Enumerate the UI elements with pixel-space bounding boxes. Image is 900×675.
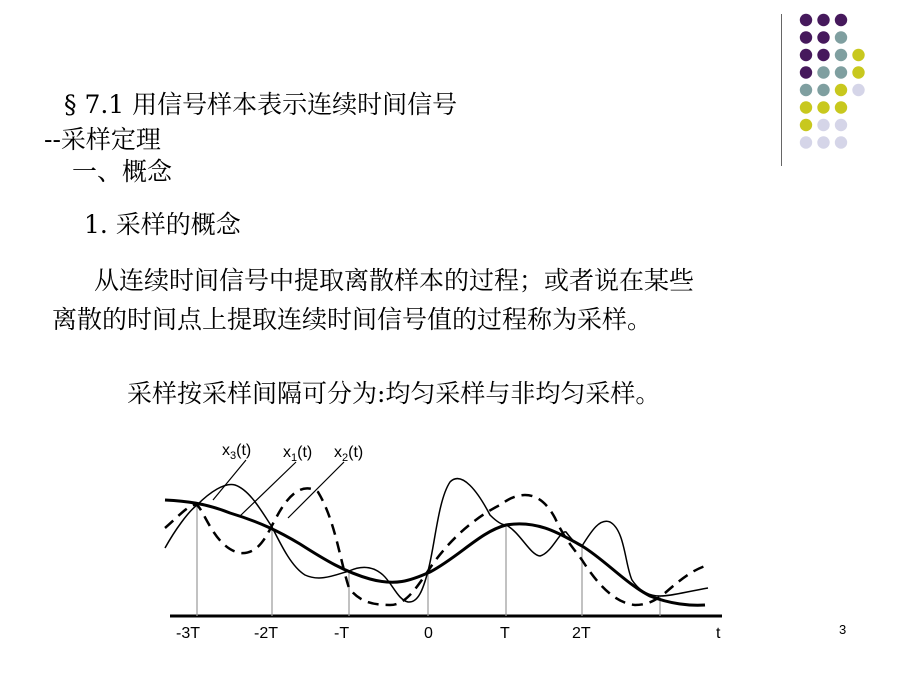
pointer-x2 — [288, 462, 344, 518]
axis-variable-label: t — [716, 625, 721, 642]
pointer-x1 — [240, 462, 296, 516]
sampling-classification-text: 采样按采样间隔可分为:均匀采样与非均匀采样。 — [127, 379, 661, 408]
slide-title: § 7.1 用信号样本表示连续时间信号 — [64, 90, 458, 119]
section-heading: 一、概念 — [72, 157, 173, 186]
page-number: 3 — [839, 622, 847, 637]
tick-label: T — [500, 625, 510, 642]
label-pointers — [213, 460, 344, 518]
sample-lines — [197, 505, 660, 616]
label-x2: $x_2(t)$ — [334, 444, 364, 464]
pointer-x3 — [213, 460, 246, 500]
definition-paragraph-line2: 离散的时间点上提取连续时间信号值的过程称为采样。 — [52, 305, 653, 334]
tick-label: -2T — [254, 625, 278, 642]
tick-label: 0 — [424, 625, 433, 642]
tick-label: -3T — [176, 625, 200, 642]
tick-label: 2T — [572, 625, 591, 642]
label-x3: $x_3(t)$ — [222, 442, 252, 462]
curve-x3 — [165, 479, 708, 602]
tick-label: -T — [334, 625, 350, 642]
label-x1: $x_1(t)$ — [283, 444, 313, 464]
curve-x2 — [165, 488, 708, 605]
subsection-heading: 1. 采样的概念 — [84, 210, 241, 239]
definition-paragraph-line1: 从连续时间信号中提取离散样本的过程；或者说在某些 — [94, 266, 695, 295]
slide-title-subtitle: --采样定理 — [44, 125, 161, 154]
